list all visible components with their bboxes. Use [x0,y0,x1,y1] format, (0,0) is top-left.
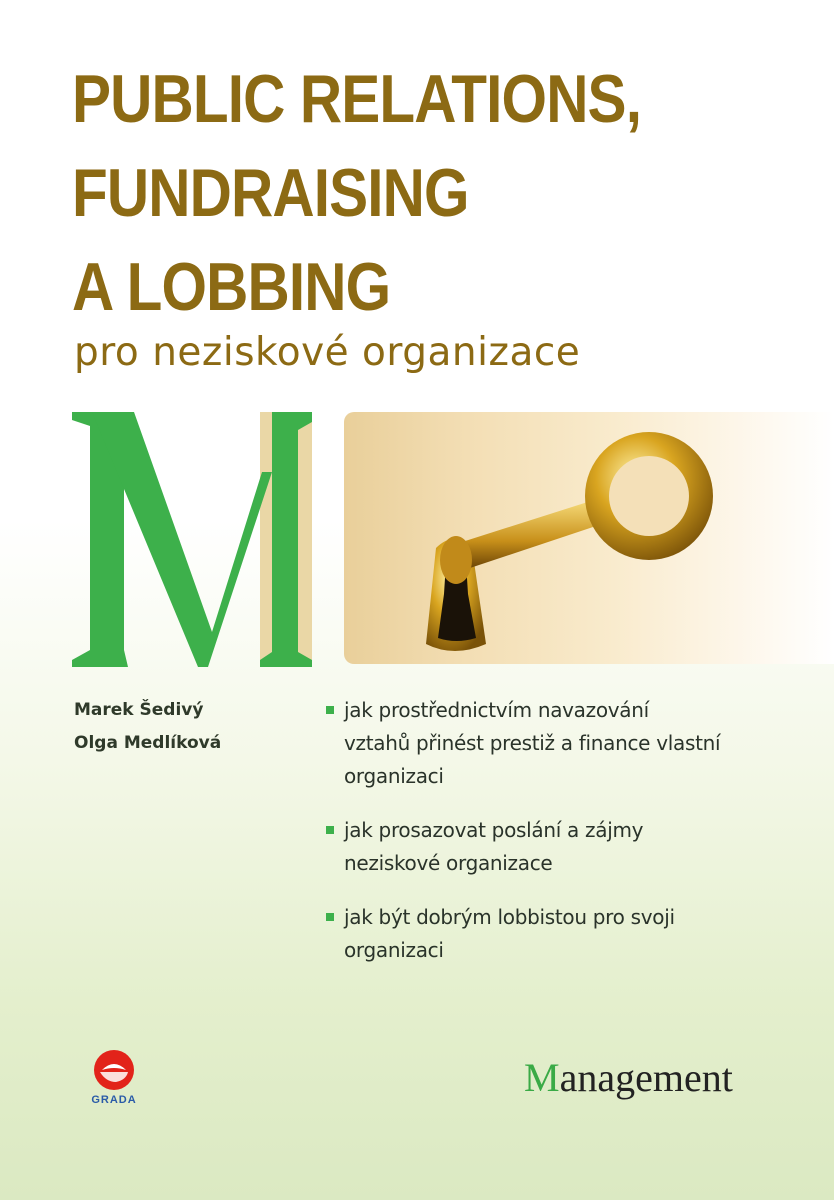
list-item-text: jak prosazovat poslání a zájmy neziskové organizace [344,818,644,875]
series-name [524,1054,733,1101]
book-title [72,52,708,334]
list-item-text: jak být dobrým lobbistou pro svoji organizaci [344,905,675,962]
list-item [324,814,744,880]
author-name: Olga Medlíková [74,733,222,753]
bullet-square-icon [326,706,334,714]
series-rest: anagement [559,1055,733,1100]
series-first-letter: M [524,1055,560,1100]
author-name: Marek Šedivý [74,700,204,720]
authors-list [74,694,221,760]
bullet-square-icon [326,826,334,834]
publisher-name: GRADA [91,1094,137,1106]
management-m-logo-icon [72,412,312,667]
key-photo [344,412,834,664]
feature-list [324,694,744,988]
title-line: PUBLIC RELATIONS, [72,61,642,137]
list-item-text: jak prostřednictvím navazování vztahů přinést prestiž a finance vlastní organizaci [344,698,721,788]
book-subtitle: pro neziskové organizace [74,330,581,375]
list-item [324,901,744,967]
list-item [324,694,744,793]
title-line: A LOBBING [72,249,391,325]
golden-key-icon [344,412,834,664]
title-line: FUNDRAISING [72,155,469,231]
bullet-square-icon [326,913,334,921]
